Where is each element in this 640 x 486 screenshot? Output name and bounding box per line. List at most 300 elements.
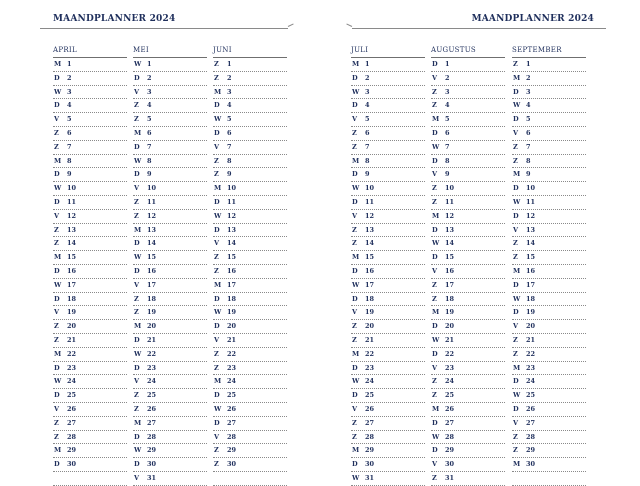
page-title: MAANDPLANNER 2024: [471, 14, 594, 24]
day-number: 27: [147, 418, 157, 427]
day-number: 1: [365, 60, 370, 68]
day-number: 15: [67, 253, 77, 262]
day-row: [431, 251, 505, 265]
day-number: 18: [526, 294, 536, 303]
day-row: [431, 444, 505, 458]
day-number: 27: [365, 418, 375, 427]
weekday-letter: Z: [352, 432, 357, 441]
weekday-letter: Z: [432, 87, 437, 96]
day-row: [512, 237, 586, 251]
weekday-letter: V: [432, 73, 438, 82]
weekday-letter: Z: [513, 335, 518, 344]
day-row: [351, 210, 425, 224]
day-row: [133, 127, 207, 141]
weekday-letter: Z: [134, 294, 139, 303]
weekday-letter: M: [214, 87, 222, 96]
day-number: 8: [227, 156, 232, 165]
weekday-letter: Z: [134, 101, 139, 110]
day-number: 5: [526, 115, 531, 124]
weekday-letter: V: [214, 335, 220, 344]
day-number: 19: [526, 308, 536, 317]
month-name: JUNI: [213, 44, 287, 58]
weekday-letter: V: [513, 322, 519, 331]
day-number: 24: [147, 377, 157, 386]
day-number: 25: [526, 391, 536, 400]
day-number: 26: [445, 404, 455, 413]
day-row: [512, 210, 586, 224]
day-number: 16: [67, 266, 77, 275]
weekday-letter: D: [214, 418, 220, 427]
day-number: 11: [67, 197, 77, 206]
day-number: 13: [147, 225, 157, 234]
day-number: 3: [526, 87, 531, 96]
day-row: [512, 58, 586, 72]
day-row: [213, 182, 287, 196]
weekday-letter: M: [54, 349, 62, 358]
day-number: 13: [445, 225, 455, 234]
day-row: [431, 237, 505, 251]
day-number: 7: [227, 142, 232, 151]
day-row: [213, 113, 287, 127]
weekday-letter: D: [352, 363, 358, 372]
day-number: 19: [147, 308, 157, 317]
weekday-letter: Z: [352, 322, 357, 331]
day-row: [512, 431, 586, 445]
day-number: 22: [227, 349, 237, 358]
weekday-letter: M: [432, 115, 440, 124]
day-number: 12: [526, 211, 536, 220]
weekday-letter: W: [352, 473, 360, 482]
weekday-letter: V: [134, 184, 140, 193]
weekday-letter: Z: [432, 391, 437, 400]
weekday-letter: W: [432, 335, 440, 344]
weekday-letter: V: [214, 432, 220, 441]
day-number: 8: [147, 156, 152, 165]
day-row: [53, 168, 127, 182]
weekday-letter: Z: [134, 391, 139, 400]
weekday-letter: Z: [513, 432, 518, 441]
day-number: 20: [365, 322, 375, 331]
day-row: [351, 444, 425, 458]
day-row: [53, 293, 127, 307]
weekday-letter: Z: [134, 115, 139, 124]
day-row: [512, 72, 586, 86]
day-number: 23: [365, 363, 375, 372]
weekday-letter: Z: [214, 349, 219, 358]
weekday-letter: W: [54, 280, 62, 289]
weekday-letter: D: [134, 363, 140, 372]
weekday-letter: Z: [352, 418, 357, 427]
day-row: [213, 403, 287, 417]
day-number: 10: [445, 184, 455, 193]
weekday-letter: D: [214, 101, 220, 110]
weekday-letter: Z: [54, 128, 59, 137]
day-row: [512, 127, 586, 141]
weekday-letter: Z: [54, 142, 59, 151]
month-column-juni: [213, 44, 287, 486]
day-number: 22: [526, 349, 536, 358]
weekday-letter: V: [352, 404, 358, 413]
day-number: 21: [147, 335, 157, 344]
day-row: [512, 251, 586, 265]
day-row: [53, 196, 127, 210]
weekday-letter: V: [54, 404, 60, 413]
weekday-letter: D: [352, 294, 358, 303]
day-row: [512, 334, 586, 348]
weekday-letter: Z: [352, 335, 357, 344]
day-number: 22: [445, 349, 455, 358]
day-number: 23: [147, 363, 157, 372]
weekday-letter: V: [432, 363, 438, 372]
weekday-letter: Z: [432, 280, 437, 289]
weekday-letter: M: [54, 60, 62, 68]
weekday-letter: Z: [54, 432, 59, 441]
day-row: [213, 237, 287, 251]
day-number: 7: [365, 142, 370, 151]
weekday-letter: D: [214, 294, 220, 303]
weekday-letter: D: [352, 101, 358, 110]
day-row: [351, 348, 425, 362]
month-name: JULI: [351, 44, 425, 58]
day-row: [133, 306, 207, 320]
weekday-letter: M: [352, 446, 360, 455]
day-number: 17: [526, 280, 536, 289]
day-row: [431, 72, 505, 86]
day-row: [512, 320, 586, 334]
day-number: 4: [365, 101, 370, 110]
day-row: [133, 403, 207, 417]
weekday-letter: D: [432, 156, 438, 165]
day-number: 14: [67, 239, 77, 248]
weekday-letter: W: [513, 294, 521, 303]
day-number: 25: [67, 391, 77, 400]
day-number: 14: [147, 239, 157, 248]
day-number: 24: [67, 377, 77, 386]
day-number: 2: [147, 73, 152, 82]
day-number: 11: [445, 197, 455, 206]
day-number: 25: [445, 391, 455, 400]
weekday-letter: D: [513, 404, 519, 413]
day-number: 12: [227, 211, 237, 220]
day-row: [133, 251, 207, 265]
day-number: 2: [526, 73, 531, 82]
weekday-letter: D: [134, 266, 140, 275]
day-row: [431, 224, 505, 238]
day-list: [53, 58, 127, 486]
day-number: 2: [67, 73, 72, 82]
day-row: [351, 334, 425, 348]
day-row: [213, 210, 287, 224]
day-number: 24: [365, 377, 375, 386]
day-row: [53, 141, 127, 155]
day-row: [351, 306, 425, 320]
day-row: [431, 86, 505, 100]
day-number: 30: [67, 460, 77, 469]
day-number: 8: [445, 156, 450, 165]
day-row: [512, 224, 586, 238]
day-row: [133, 389, 207, 403]
weekday-letter: Z: [352, 239, 357, 248]
day-row: [512, 86, 586, 100]
day-row: [133, 141, 207, 155]
day-number: 15: [526, 253, 536, 262]
day-row: [351, 113, 425, 127]
day-row: [512, 99, 586, 113]
weekday-letter: Z: [352, 142, 357, 151]
weekday-letter: V: [134, 473, 140, 482]
header-rule: [40, 28, 288, 29]
weekday-letter: D: [432, 225, 438, 234]
day-number: 10: [227, 184, 237, 193]
day-number: 22: [365, 349, 375, 358]
day-number: 17: [445, 280, 455, 289]
weekday-letter: W: [352, 377, 360, 386]
day-row: [431, 293, 505, 307]
weekday-letter: D: [432, 446, 438, 455]
day-number: 22: [147, 349, 157, 358]
day-row: [53, 237, 127, 251]
day-row: [431, 431, 505, 445]
weekday-letter: M: [352, 349, 360, 358]
weekday-letter: M: [513, 73, 521, 82]
day-row: [53, 362, 127, 376]
day-row: [213, 86, 287, 100]
day-row: [213, 389, 287, 403]
day-list: [213, 58, 287, 486]
day-row: [53, 417, 127, 431]
weekday-letter: Z: [432, 184, 437, 193]
day-number: 29: [147, 446, 157, 455]
day-number: 3: [445, 87, 450, 96]
weekday-letter: Z: [432, 473, 437, 482]
day-number: 23: [67, 363, 77, 372]
weekday-letter: W: [54, 87, 62, 96]
day-row: [53, 224, 127, 238]
weekday-letter: V: [352, 211, 358, 220]
weekday-letter: D: [54, 170, 60, 179]
day-number: 17: [227, 280, 237, 289]
day-row: [53, 334, 127, 348]
day-row: [512, 182, 586, 196]
day-row: [213, 168, 287, 182]
day-number: 19: [365, 308, 375, 317]
day-number: 28: [526, 432, 536, 441]
day-row: [351, 417, 425, 431]
day-row: [512, 306, 586, 320]
day-row: [351, 251, 425, 265]
day-row: [351, 320, 425, 334]
weekday-letter: M: [432, 308, 440, 317]
weekday-letter: D: [432, 60, 438, 68]
weekday-letter: Z: [513, 253, 518, 262]
day-number: 21: [67, 335, 77, 344]
day-number: 31: [147, 473, 157, 482]
day-number: 29: [67, 446, 77, 455]
day-row: [351, 72, 425, 86]
day-row: [53, 444, 127, 458]
day-row: [431, 306, 505, 320]
day-row: [53, 99, 127, 113]
weekday-letter: M: [214, 377, 222, 386]
day-row: [213, 251, 287, 265]
day-row: [133, 237, 207, 251]
day-row: [53, 306, 127, 320]
weekday-letter: D: [54, 363, 60, 372]
weekday-letter: Z: [54, 239, 59, 248]
day-row: [53, 472, 127, 486]
day-number: 10: [365, 184, 375, 193]
day-row: [512, 403, 586, 417]
weekday-letter: W: [352, 280, 360, 289]
weekday-letter: M: [134, 418, 142, 427]
day-row: [431, 99, 505, 113]
day-row: [133, 279, 207, 293]
day-row: [351, 182, 425, 196]
day-number: 22: [67, 349, 77, 358]
weekday-letter: Z: [352, 225, 357, 234]
day-number: 25: [147, 391, 157, 400]
day-row: [512, 458, 586, 472]
day-row: [133, 113, 207, 127]
day-number: 18: [365, 294, 375, 303]
day-row: [213, 334, 287, 348]
day-number: 24: [227, 377, 237, 386]
day-row: [431, 417, 505, 431]
day-number: 29: [445, 446, 455, 455]
weekday-letter: V: [54, 115, 60, 124]
day-number: 25: [227, 391, 237, 400]
weekday-letter: Z: [214, 253, 219, 262]
day-number: 6: [445, 128, 450, 137]
day-number: 2: [365, 73, 370, 82]
day-row: [512, 113, 586, 127]
day-number: 19: [67, 308, 77, 317]
weekday-letter: Z: [513, 60, 518, 68]
weekday-letter: D: [513, 115, 519, 124]
weekday-letter: D: [214, 391, 220, 400]
day-row: [431, 334, 505, 348]
weekday-letter: M: [513, 363, 521, 372]
weekday-letter: W: [134, 253, 142, 262]
day-number: 16: [445, 266, 455, 275]
day-row: [512, 155, 586, 169]
day-row: [213, 224, 287, 238]
day-row: [53, 86, 127, 100]
day-row: [53, 113, 127, 127]
day-number: 5: [147, 115, 152, 124]
day-number: 26: [365, 404, 375, 413]
day-row: [133, 362, 207, 376]
day-row: [133, 210, 207, 224]
weekday-letter: W: [513, 197, 521, 206]
day-number: 4: [227, 101, 232, 110]
day-number: 14: [365, 239, 375, 248]
day-number: 20: [445, 322, 455, 331]
header-rule-hook: [346, 24, 352, 27]
day-row: [213, 472, 287, 486]
day-number: 12: [67, 211, 77, 220]
weekday-letter: M: [134, 322, 142, 331]
day-number: 21: [227, 335, 237, 344]
weekday-letter: D: [513, 87, 519, 96]
day-row: [213, 58, 287, 72]
weekday-letter: D: [352, 197, 358, 206]
day-number: 14: [445, 239, 455, 248]
day-row: [133, 293, 207, 307]
day-row: [351, 237, 425, 251]
weekday-letter: M: [54, 253, 62, 262]
day-number: 10: [67, 184, 77, 193]
day-number: 9: [365, 170, 370, 179]
day-row: [351, 58, 425, 72]
day-row: [213, 320, 287, 334]
day-row: [431, 403, 505, 417]
weekday-letter: W: [54, 184, 62, 193]
day-row: [213, 279, 287, 293]
day-row: [213, 141, 287, 155]
weekday-letter: V: [54, 211, 60, 220]
day-row: [431, 348, 505, 362]
day-row: [351, 99, 425, 113]
day-number: 2: [445, 73, 450, 82]
weekday-letter: M: [432, 404, 440, 413]
day-number: 27: [526, 418, 536, 427]
day-number: 29: [365, 446, 375, 455]
day-number: 24: [526, 377, 536, 386]
day-number: 16: [147, 266, 157, 275]
day-number: 20: [526, 322, 536, 331]
weekday-letter: D: [214, 128, 220, 137]
weekday-letter: D: [513, 377, 519, 386]
weekday-letter: W: [134, 156, 142, 165]
day-number: 3: [227, 87, 232, 96]
day-number: 30: [526, 460, 536, 469]
day-number: 4: [526, 101, 531, 110]
day-number: 30: [147, 460, 157, 469]
weekday-letter: D: [54, 460, 60, 469]
weekday-letter: D: [134, 142, 140, 151]
day-row: [512, 375, 586, 389]
day-number: 6: [67, 128, 72, 137]
day-row: [512, 389, 586, 403]
day-number: 2: [227, 73, 232, 82]
day-row: [431, 472, 505, 486]
weekday-letter: Z: [54, 322, 59, 331]
weekday-letter: Z: [214, 73, 219, 82]
day-number: 5: [227, 115, 232, 124]
weekday-letter: D: [134, 335, 140, 344]
day-number: 14: [526, 239, 536, 248]
day-number: 28: [365, 432, 375, 441]
weekday-letter: D: [54, 101, 60, 110]
day-number: 30: [227, 460, 237, 469]
weekday-letter: D: [352, 73, 358, 82]
day-row: [512, 472, 586, 486]
weekday-letter: D: [54, 266, 60, 275]
day-row: [133, 431, 207, 445]
day-row: [133, 444, 207, 458]
day-number: 13: [67, 225, 77, 234]
day-row: [431, 196, 505, 210]
day-number: 16: [365, 266, 375, 275]
weekday-letter: Z: [513, 446, 518, 455]
day-row: [351, 458, 425, 472]
day-number: 9: [526, 170, 531, 179]
weekday-letter: Z: [214, 460, 219, 469]
day-number: 6: [526, 128, 531, 137]
day-number: 9: [67, 170, 72, 179]
weekday-letter: D: [432, 322, 438, 331]
